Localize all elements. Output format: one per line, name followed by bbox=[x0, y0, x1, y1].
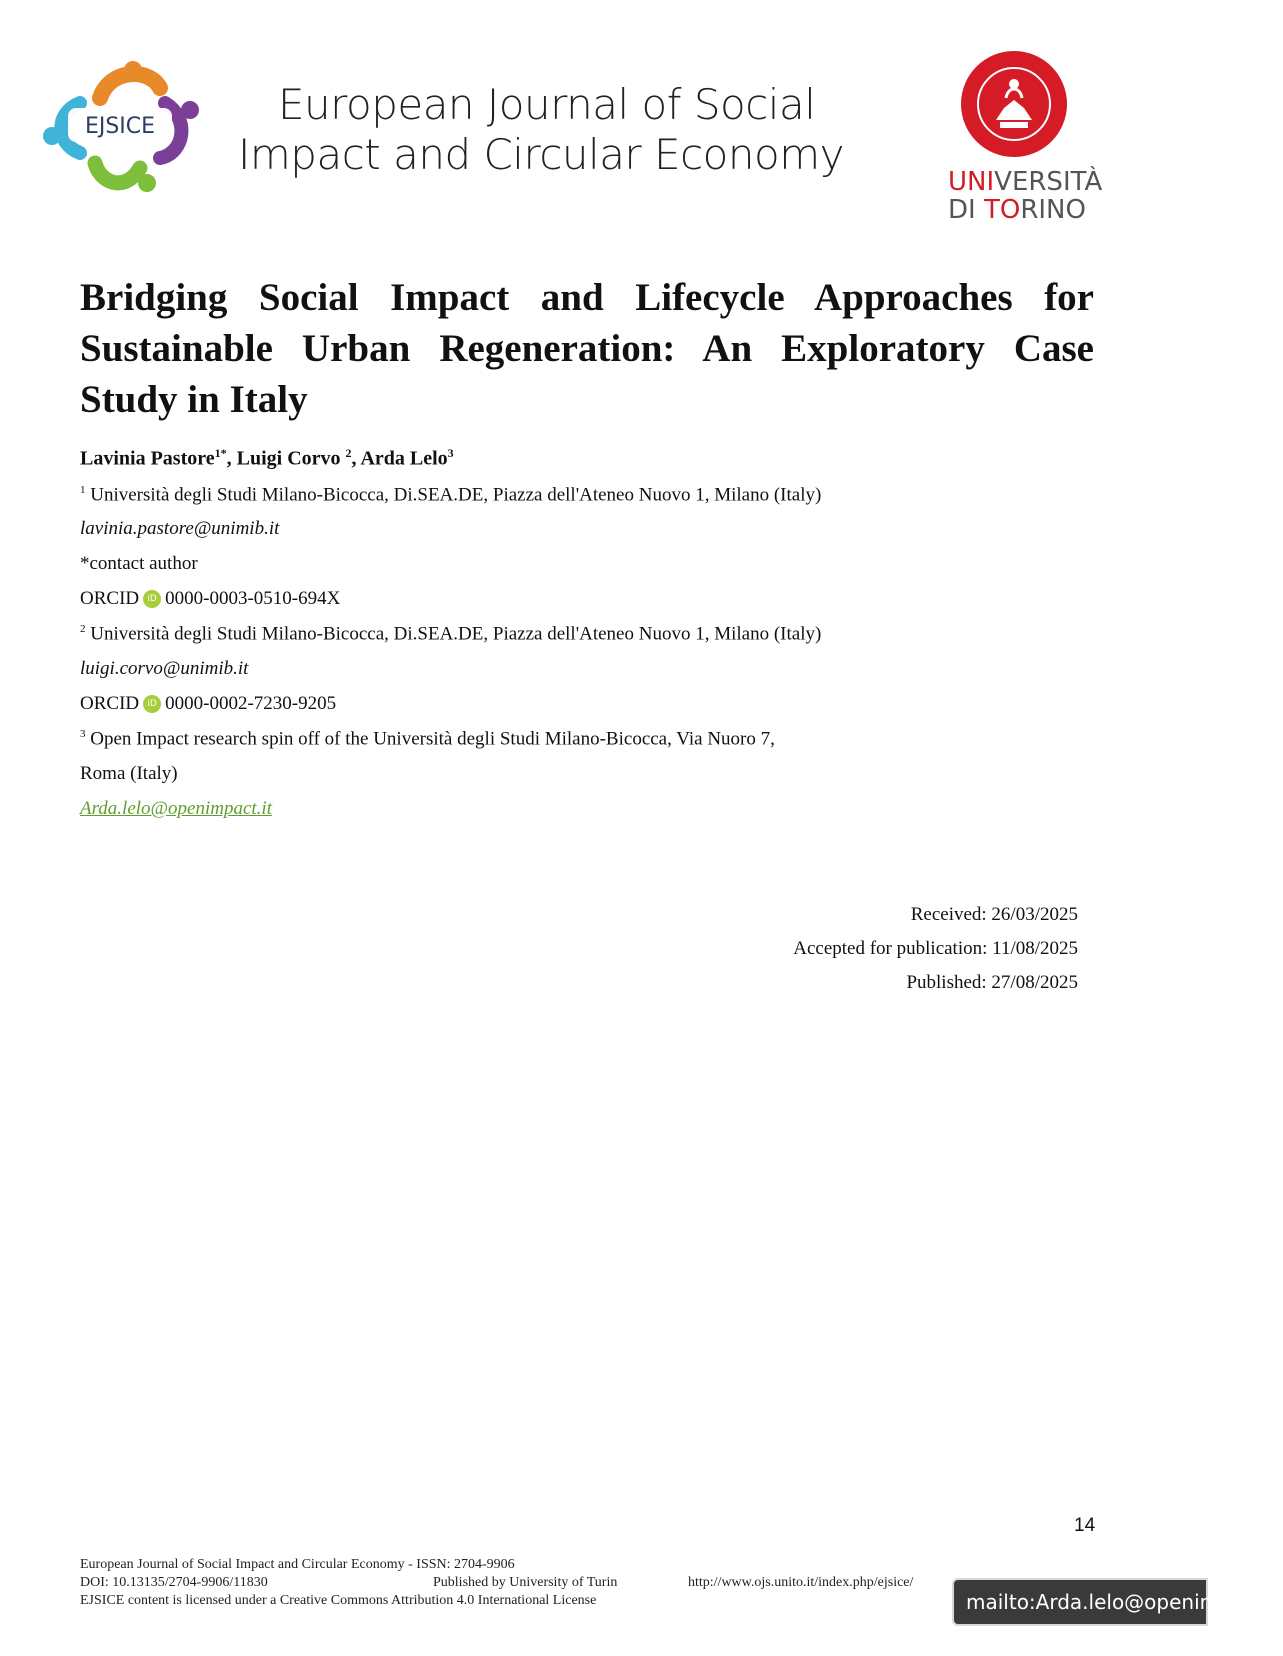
footer-row-2 bbox=[80, 1574, 914, 1592]
author-sup: 1* bbox=[214, 446, 227, 460]
publication-dates bbox=[793, 898, 1078, 1000]
author-list: Lavinia Pastore$^{1*}$, Luigi Corvo $^2$, Arda Lelo$^3$ bbox=[80, 446, 454, 470]
accepted-date: Accepted for publication: 11/08/2025 bbox=[793, 938, 1078, 959]
orcid-line bbox=[80, 588, 340, 610]
affiliation-text: Università degli Studi Milano-Bicocca, Di.SEA.DE, Piazza dell'Ateneo Nuovo 1, Milano (Italy) bbox=[90, 623, 822, 645]
affiliation-sup: 2 bbox=[80, 623, 86, 635]
link-status-tooltip: mailto:Arda.lelo@openimpact.it bbox=[954, 1580, 1206, 1624]
author-name: Lavinia Pastore bbox=[80, 447, 215, 470]
affiliation-sup: 3 bbox=[80, 728, 86, 740]
university-name-rino: RINO bbox=[1020, 195, 1086, 225]
author-name: Luigi Corvo bbox=[236, 447, 346, 470]
paper-title: Bridging Social Impact and Lifecycle Approaches for Sustainable Urban Regeneration: An Exploratory Case Study in Italy bbox=[80, 276, 1094, 421]
journal-title-line2: Impact and Circular Economy bbox=[238, 130, 844, 179]
author-sup: 3 bbox=[447, 446, 454, 460]
university-name-di: DI bbox=[948, 195, 984, 225]
affiliation-3-cont: Roma (Italy) bbox=[80, 763, 178, 784]
author-name: Arda Lelo bbox=[360, 447, 448, 470]
email-link[interactable]: luigi.corvo@unimib.it bbox=[80, 658, 249, 679]
email-link[interactable]: lavinia.pastore@unimib.it bbox=[80, 518, 280, 539]
footer-doi: DOI: 10.13135/2704-9906/11830 bbox=[80, 1575, 268, 1590]
university-name-to: TO bbox=[983, 195, 1021, 225]
affiliation-2 bbox=[80, 623, 821, 645]
affiliation-sup: 1 bbox=[80, 484, 86, 496]
footer-license: EJSICE content is licensed under a Creative Commons Attribution 4.0 International License bbox=[80, 1593, 597, 1608]
email-link-hover[interactable]: Arda.lelo@openimpact.it bbox=[80, 798, 272, 819]
orcid-label: ORCID bbox=[80, 588, 140, 609]
page-number: 14 bbox=[1074, 1515, 1096, 1536]
affiliation-3 bbox=[80, 728, 775, 750]
university-name bbox=[948, 168, 1108, 224]
footer-journal-issn: European Journal of Social Impact and Circular Economy - ISSN: 2704-9906 bbox=[80, 1557, 515, 1572]
orcid-line bbox=[80, 693, 336, 715]
published-date: Published: 27/08/2025 bbox=[906, 972, 1078, 993]
university-seal-icon bbox=[960, 50, 1068, 158]
affiliation-text: Open Impact research spin off of the Università degli Studi Milano-Bicocca, Via Nuoro 7, bbox=[90, 728, 775, 750]
page-footer bbox=[80, 1556, 914, 1610]
contact-note: *contact author bbox=[80, 553, 198, 574]
received-date: Received: 26/03/2025 bbox=[910, 904, 1078, 925]
author-sup: 2 bbox=[345, 446, 352, 460]
footer-url-link[interactable]: http://www.ojs.unito.it/index.php/ejsice/ bbox=[688, 1575, 914, 1590]
orcid-id[interactable]: 0000-0002-7230-9205 bbox=[165, 693, 337, 714]
ejsice-logo bbox=[40, 58, 200, 198]
orcid-label: ORCID bbox=[80, 693, 140, 714]
university-name-red-part: UNI bbox=[948, 167, 995, 197]
journal-title-line1: European Journal of Social bbox=[278, 80, 816, 129]
svg-text:EJSICE: EJSICE bbox=[84, 114, 156, 139]
affiliation-text: Università degli Studi Milano-Bicocca, Di.SEA.DE, Piazza dell'Ateneo Nuovo 1, Milano (Italy) bbox=[90, 484, 822, 506]
university-name-rest: VERSITÀ bbox=[994, 167, 1103, 197]
orcid-icon[interactable]: iD bbox=[143, 695, 161, 713]
footer-publisher: Published by University of Turin bbox=[433, 1575, 618, 1590]
orcid-icon[interactable]: iD bbox=[143, 590, 161, 608]
journal-title bbox=[238, 80, 844, 180]
affiliation-1 bbox=[80, 484, 821, 506]
orcid-id[interactable]: 0000-0003-0510-694X bbox=[165, 588, 341, 609]
